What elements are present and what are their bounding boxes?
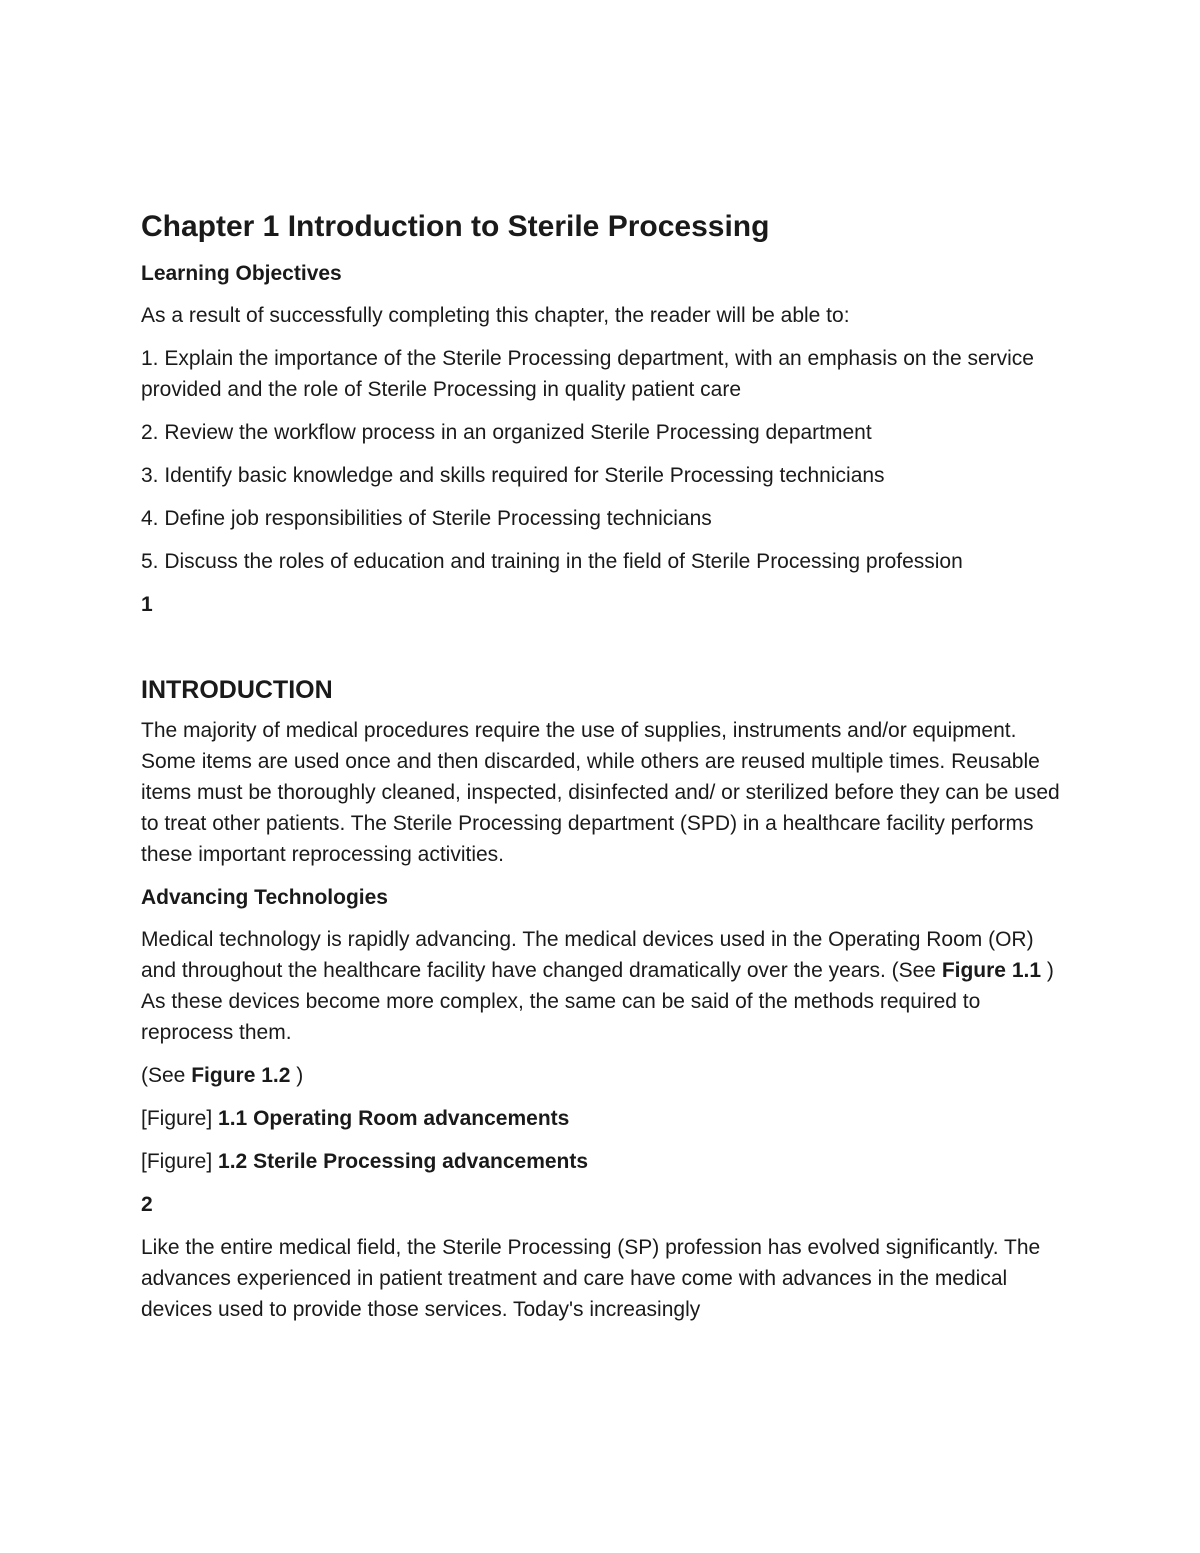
see-text-a: (See bbox=[141, 1064, 192, 1087]
figure-caption bbox=[141, 1146, 1061, 1177]
page-number: 2 bbox=[141, 1193, 153, 1216]
see-figure-paragraph bbox=[141, 1060, 1061, 1091]
chapter-title: Chapter 1 Introduction to Sterile Processing bbox=[141, 210, 770, 243]
figure-tag: [Figure] bbox=[141, 1150, 213, 1173]
introduction-heading: INTRODUCTION bbox=[141, 676, 333, 704]
objective-item: 3. Identify basic knowledge and skills required for Sterile Processing technicians bbox=[141, 464, 885, 487]
page-number: 1 bbox=[141, 593, 153, 616]
objective-item: 5. Discuss the roles of education and training in the field of Sterile Processing profession bbox=[141, 550, 963, 573]
figure-tag: [Figure] bbox=[141, 1107, 213, 1130]
figure-caption-text: 1.2 Sterile Processing advancements bbox=[218, 1150, 589, 1173]
closing-paragraph: Like the entire medical field, the Sterile Processing (SP) profession has evolved significantly. The advances experienced in patient treatment and care have come with advances in the medical devices used to provide those services. Today's increasingly bbox=[141, 1236, 1041, 1321]
see-text-b: ) bbox=[290, 1064, 304, 1087]
figure-1-1-link: Figure 1.1 bbox=[941, 959, 1042, 982]
figure-caption bbox=[141, 1103, 1061, 1134]
figure-1-2-link: Figure 1.2 bbox=[191, 1064, 291, 1087]
objective-item: 2. Review the workflow process in an organized Sterile Processing department bbox=[141, 421, 872, 444]
figure-caption-text: 1.1 Operating Room advancements bbox=[218, 1107, 570, 1130]
objective-item: 4. Define job responsibilities of Sterile Processing technicians bbox=[141, 507, 712, 530]
advancing-paragraph bbox=[141, 924, 1061, 1048]
introduction-paragraph: The majority of medical procedures require the use of supplies, instruments and/or equipment. Some items are used once and then discarded, while others are reused multiple times. Reusable items must be thoroughly cleaned, inspected, disinfected and/ or sterilized before they can be used to treat other patients. The Sterile Processing department (SPD) in a healthcare facility performs these important reprocessing activities. bbox=[141, 719, 1060, 866]
advancing-text-a: Medical technology is rapidly advancing. The medical devices used in the Operating Room (OR) and throughout the healthcare facility have changed dramatically over the years. (See bbox=[141, 928, 1034, 982]
learning-objectives-heading: Learning Objectives bbox=[141, 262, 342, 285]
learning-objectives-intro: As a result of successfully completing this chapter, the reader will be able to: bbox=[141, 304, 850, 327]
document-page bbox=[141, 208, 1061, 1337]
advancing-text-b: ) As these devices become more complex, the same can be said of the methods required to reprocess them. bbox=[141, 959, 1054, 1044]
objective-item: 1. Explain the importance of the Sterile Processing department, with an emphasis on the service provided and the role of Sterile Processing in quality patient care bbox=[141, 347, 1034, 401]
advancing-technologies-heading: Advancing Technologies bbox=[141, 886, 388, 909]
